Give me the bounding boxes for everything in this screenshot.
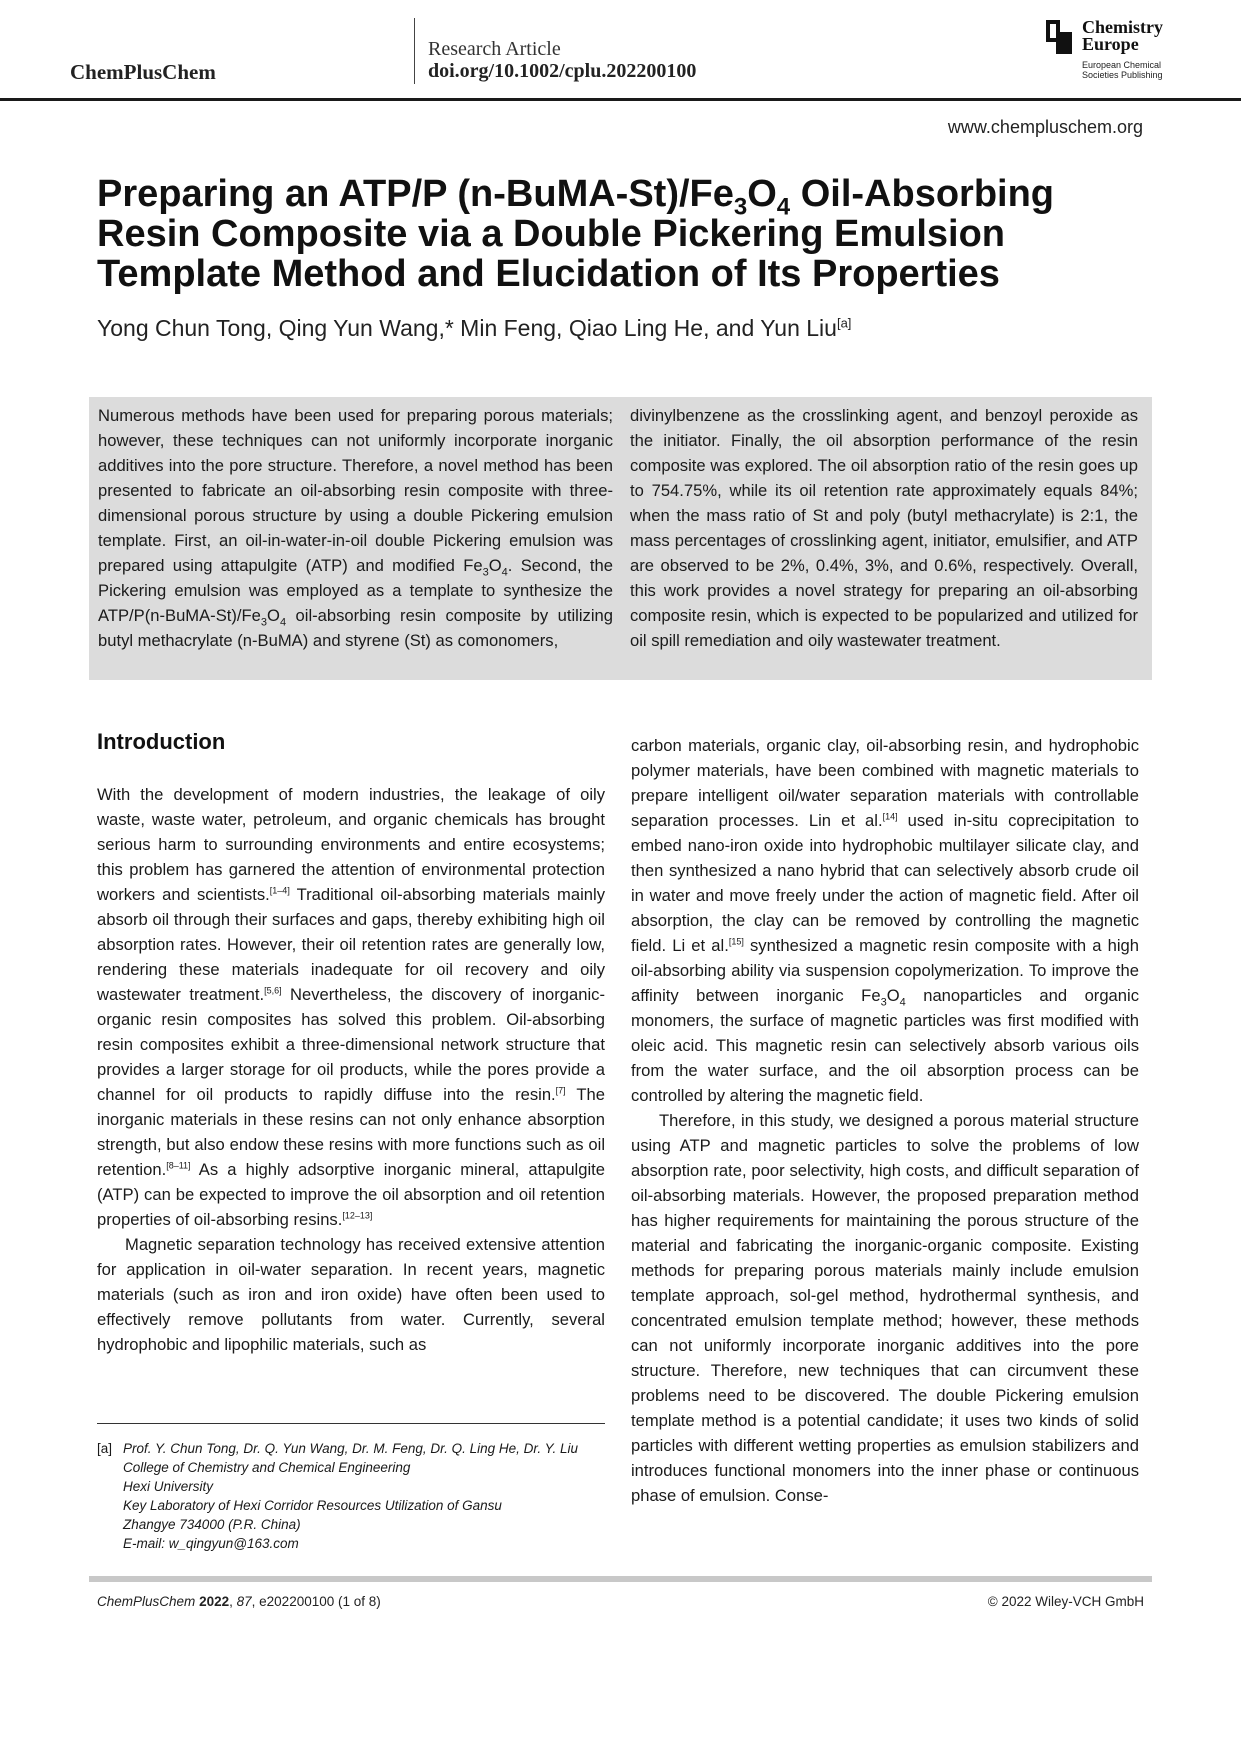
footnote-college: College of Chemistry and Chemical Engineering xyxy=(123,1460,411,1475)
footer-year: 2022 xyxy=(199,1594,230,1609)
title-part1: Preparing an ATP/P (n-BuMA-St)/Fe xyxy=(97,173,734,215)
footnote-marker: [a] xyxy=(97,1441,113,1456)
intro-paragraph-2: Magnetic separation technology has received extensive attention for application in oil-water separation. In recent years, magnetic materials (such as iron and iron oxide) have often been used to effectively remove pollutants from water. Currently, several hydrophobic and lipophilic materials, such as xyxy=(97,1235,605,1354)
right-column-body xyxy=(631,733,1139,1508)
footer-citation: ChemPlusChem 2022, 87, e202200100 (1 of 8) xyxy=(97,1594,381,1609)
logo-text-line3: European Chemical xyxy=(1082,60,1162,70)
footnote-address: Zhangye 734000 (P.R. China) xyxy=(123,1517,301,1532)
affiliation-footnote xyxy=(97,1439,607,1553)
logo-text-line2: Europe xyxy=(1082,34,1139,54)
title-sub2: 4 xyxy=(776,193,791,221)
p1-text-b: Traditional oil-absorbing materials mainly absorb oil through their surfaces and gaps, thereby exhibiting high oil absorption rates. However, their oil retention rates are generally low, rendering these materials inadequate for oil recovery and oily wastewater treatment. xyxy=(97,885,605,1004)
citation-6[interactable]: [14] xyxy=(882,811,898,822)
p1-text-d: The inorganic materials in these resins can not only enhance absorption strength, but also endow these resins with more functions such as oil retention. xyxy=(97,1085,605,1179)
abstract-right-column: divinylbenzene as the crosslinking agent, and benzoyl peroxide as the initiator. Finally, the oil absorption performance of the resin composite was explored. The oil absorption ratio of the resin goes up to 754.75%, while its oil retention rate approximately equals 84%; when the mass ratio of St and poly (butyl methacrylate) is 2:1, the mass percentages of crosslinking agent, initiator, emulsifier, and ATP are observed to be 2%, 0.4%, 3%, and 0.6%, respectively. Overall, this work provides a novel strategy for preparing an oil-absorbing composite resin, which is expected to be popularized and utilized for oil spill remediation and oily wastewater treatment. xyxy=(630,406,1138,650)
abs-sub2: 4 xyxy=(501,566,508,579)
title-part3: Oil-Absorbing Resin Composite via a Double Pickering Emulsion Template Method and Elucidation of Its Properties xyxy=(97,173,1055,295)
r1-text-c: synthesized a magnetic resin composite with a high oil-absorbing ability via suspension copolymerization. To improve the affinity between inorganic Fe xyxy=(631,936,1139,1005)
footnote-lab: Key Laboratory of Hexi Corridor Resources Utilization of Gansu xyxy=(123,1498,502,1513)
journal-name: ChemPlusChem xyxy=(70,60,216,84)
p1-text-e: As a highly adsorptive inorganic mineral, attapulgite (ATP) can be expected to improve the oil absorption and oil retention properties of oil-absorbing resins. xyxy=(97,1160,605,1229)
journal-website[interactable]: www.chempluschem.org xyxy=(947,117,1143,137)
abs-sub1: 3 xyxy=(482,566,489,579)
footnote-email[interactable]: E-mail: w_qingyun@163.com xyxy=(123,1536,299,1551)
article-title xyxy=(97,174,1157,294)
intro-paragraph-3 xyxy=(631,733,1139,1108)
section-heading-introduction: Introduction xyxy=(97,729,226,754)
citation-2[interactable]: [5,6] xyxy=(264,985,282,996)
article-type: Research Article xyxy=(428,38,561,60)
p1-text-c: Nevertheless, the discovery of inorganic-organic resin composites has solved this problem. Oil-absorbing resin composites exhibit a three-dimensional network structure that provides a larger storage for oil products, while the pores provide a channel for oil products to rapidly diffuse into the resin. xyxy=(97,985,605,1104)
abstract-box xyxy=(89,397,1152,680)
intro-paragraph-4: Therefore, in this study, we designed a porous material structure using ATP and magnetic particles to solve the problems of low absorption rate, poor selectivity, high costs, and difficult separation of oil-absorbing materials. However, the proposed preparation method has higher requirements for maintaining the porous structure of the material and fabricating the inorganic-organic composite. Existing methods for preparing porous materials mainly include emulsion template approach, sol-gel method, hydrothermal synthesis, and concentrated emulsion template method; however, these methods can not uniformly incorporate inorganic additives into the pore structure. Therefore, new techniques that can circumvent these problems need to be discovered. The double Pickering emulsion template method is a potential candidate; it uses two kinds of solid particles with different wetting properties as emulsion stabilizers and introduces functional monomers into the inner phase or continuous phase of emulsion. Conse- xyxy=(631,1111,1139,1505)
logo-text-line4: Societies Publishing xyxy=(1082,70,1163,80)
logo-mark-icon xyxy=(1046,20,1074,54)
footer-copyright: © 2022 Wiley-VCH GmbH xyxy=(987,1594,1144,1609)
footnote-rule xyxy=(97,1423,605,1424)
abs-text-e: oil-absorbing resin composite by utilizing butyl methacrylate (n-BuMA) and styrene (St) as comonomers, xyxy=(98,606,613,650)
left-column-body xyxy=(97,782,605,1357)
header-divider xyxy=(414,18,415,84)
citation-4[interactable]: [8–11] xyxy=(166,1160,191,1171)
header-rule xyxy=(0,98,1241,101)
r1-text-b: used in-situ coprecipitation to embed nano-iron oxide into hydrophobic multilayer silicate clay, and then synthesized a nano hybrid that can selectively absorb crude oil in water and move freely under the action of magnetic field. After oil absorption, the clay can be removed by controlling the magnetic field. Li et al. xyxy=(631,811,1139,955)
abs-sub4: 4 xyxy=(279,616,287,629)
abs-sub3: 3 xyxy=(260,616,268,629)
footer-rule xyxy=(89,1576,1152,1582)
author-names: Yong Chun Tong, Qing Yun Wang,* Min Feng, Qiao Ling He, and Yun Liu xyxy=(97,315,837,341)
footer-article-no: , e202200100 (1 of 8) xyxy=(251,1594,381,1609)
abs-text-c: . Second, the Pickering emulsion was employed as a template to synthesize the ATP/P(n-BuMA-St)/Fe xyxy=(98,556,613,625)
author-list xyxy=(97,315,851,342)
citation-5[interactable]: [12–13] xyxy=(342,1210,373,1221)
affiliation-mark: [a] xyxy=(836,315,852,331)
r1-sub2: 4 xyxy=(899,996,906,1009)
citation-7[interactable]: [15] xyxy=(728,936,744,947)
r1-text-d: O xyxy=(886,986,900,1005)
p1-text-a: With the development of modern industries, the leakage of oily waste, waste water, petroleum, and organic chemicals has brought serious harm to surrounding environments and entire ecosystems; this problem has garnered the attention of environmental protection workers and scientists. xyxy=(97,785,605,904)
logo-text-line1: Chemistry xyxy=(1082,17,1163,37)
footer-volume: 87 xyxy=(236,1594,252,1609)
abs-text-b: O xyxy=(488,556,502,575)
r1-text-a: carbon materials, organic clay, oil-absorbing resin, and hydrophobic polymer materials, have been combined with magnetic materials to prepare intelligent oil/water separation materials with controllable separation processes. Lin et al. xyxy=(631,736,1139,830)
footnote-university: Hexi University xyxy=(123,1479,214,1494)
doi-link[interactable]: doi.org/10.1002/cplu.202200100 xyxy=(428,60,697,82)
intro-paragraph-1 xyxy=(97,782,605,1232)
footnote-authors: Prof. Y. Chun Tong, Dr. Q. Yun Wang, Dr. M. Feng, Dr. Q. Ling He, Dr. Y. Liu xyxy=(123,1441,578,1456)
footer-journal: ChemPlusChem xyxy=(97,1594,196,1609)
citation-3[interactable]: [7] xyxy=(555,1085,566,1096)
citation-1[interactable]: [1–4] xyxy=(269,885,290,896)
abstract-left-column xyxy=(89,403,613,653)
r1-text-e: nanoparticles and organic monomers, the surface of magnetic particles was first modified with oleic acid. This magnetic resin can selectively absorb various oils from the water surface, and the oil absorption process can be controlled by altering the magnetic field. xyxy=(631,986,1139,1105)
abs-text-a: Numerous methods have been used for preparing porous materials; however, these techniques can not uniformly incorporate inorganic additives into the pore structure. Therefore, a novel method has been presented to fabricate an oil-absorbing resin composite with three-dimensional porous structure by using a double Pickering emulsion template. First, an oil-in-water-in-oil double Pickering emulsion was prepared using attapulgite (ATP) and modified Fe xyxy=(98,406,613,575)
title-part2: O xyxy=(747,173,777,215)
title-sub1: 3 xyxy=(733,193,748,221)
r1-sub1: 3 xyxy=(880,996,887,1009)
abs-text-d: O xyxy=(267,606,280,625)
